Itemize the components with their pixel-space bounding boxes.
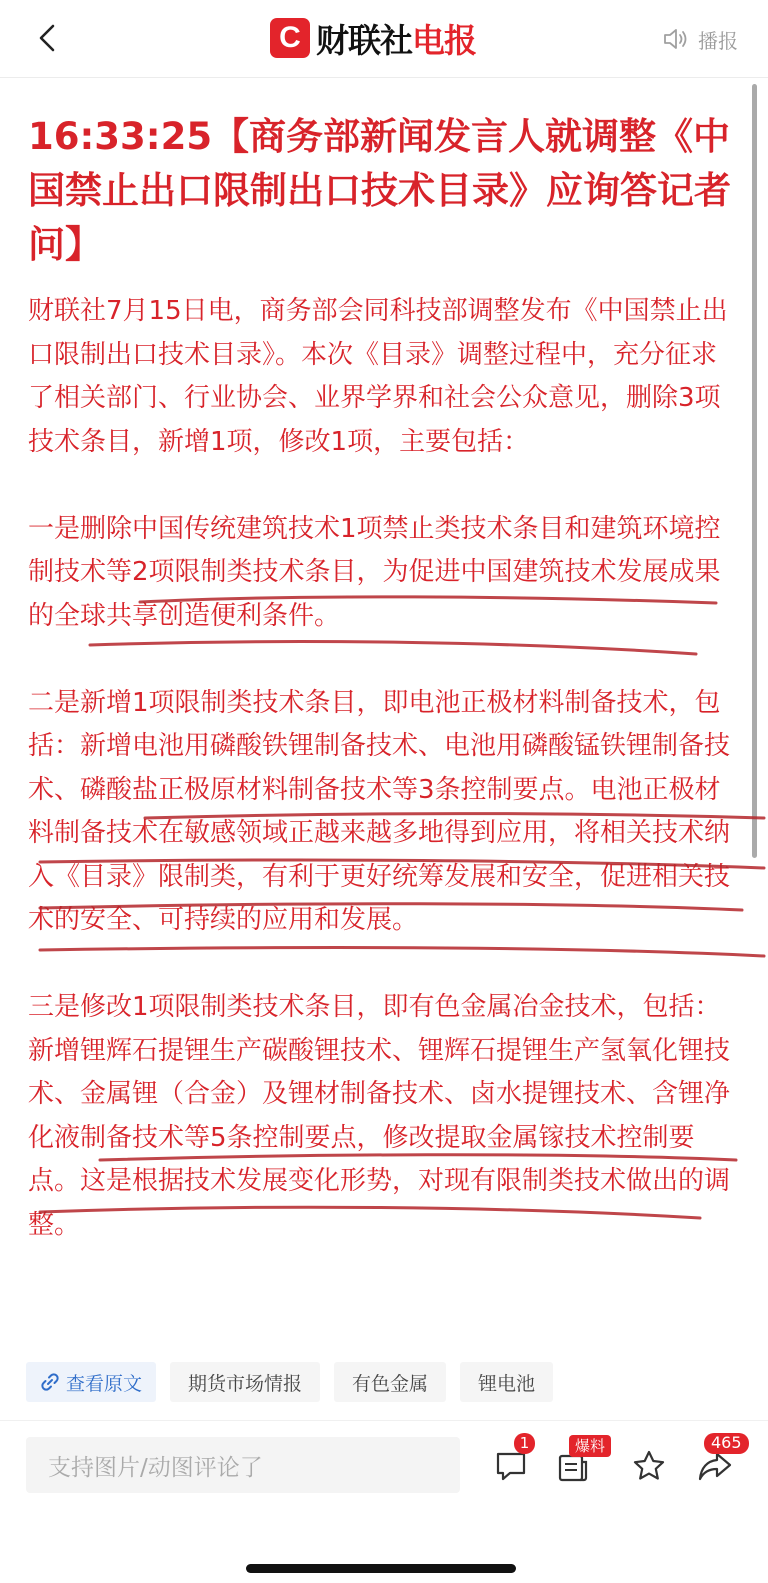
broadcast-label: 播报 (698, 28, 738, 53)
speaker-icon (662, 27, 690, 51)
link-icon (40, 1372, 60, 1392)
back-chevron-icon (38, 23, 56, 53)
tag-lithium-battery[interactable]: 锂电池 (460, 1362, 553, 1402)
share-count-badge: 465 (704, 1433, 749, 1454)
comment-placeholder: 支持图片/动图评论了 (48, 1454, 263, 1481)
comment-count-badge: 1 (514, 1433, 535, 1454)
report-badge: 爆料 (569, 1435, 611, 1457)
view-original-label: 查看原文 (66, 1372, 143, 1395)
back-button[interactable] (30, 20, 64, 56)
scrollbar[interactable] (752, 84, 757, 858)
logo-mark (270, 18, 310, 58)
view-original-link[interactable] (26, 1362, 156, 1402)
article-paragraph: 一是删除中国传统建筑技术1项禁止类技术条目和建筑环境控制技术等2项限制类技术条目，为促进中国建筑技术发展成果的全球共享创造便利条件。 (28, 513, 721, 631)
article-body (28, 110, 736, 1247)
home-indicator[interactable] (246, 1564, 516, 1573)
broadcast-button[interactable] (662, 24, 738, 54)
article-paragraph: 三是修改1项限制类技术条目，即有色金属冶金技术，包括：新增锂辉石提锂生产碳酸锂技术、锂辉石提锂生产氢氧化锂技术、金属锂（合金）及锂材制备技术、卤水提锂技术、含锂净化液制备技术等5条控制要点，修改提取金属镓技术控制要点。这是根据技术发展变化形势，对现有限制类技术做出的调整。 (28, 992, 731, 1240)
tag-futures-market[interactable]: 期货市场情报 (170, 1362, 320, 1402)
bottom-action-bar (0, 1420, 768, 1583)
article-paragraph: 财联社7月15日电，商务部会同科技部调整发布《中国禁止出口限制出口技术目录》。本次《目录》调整过程中，充分征求了相关部门、行业协会、业界学界和社会公众意见，删除3项技术条目，新增1项，修改1项，主要包括： (28, 296, 728, 457)
star-icon (631, 1448, 667, 1484)
article-headline: 16:33:25【商务部新闻发言人就调整《中国禁止出口限制出口技术目录》应询答记者问】 (28, 115, 731, 266)
logo-mark-letter: C (279, 21, 301, 54)
comment-input[interactable] (26, 1437, 460, 1493)
tag-nonferrous-metals[interactable]: 有色金属 (334, 1362, 446, 1402)
logo-text-highlight: 电报 (412, 20, 476, 60)
logo-text-main: 财联社 (316, 20, 412, 60)
favorite-button[interactable] (628, 1445, 670, 1487)
tag-row (26, 1362, 567, 1402)
top-nav-bar (0, 0, 768, 78)
article-paragraph: 二是新增1项限制类技术条目，即电池正极材料制备技术，包括：新增电池用磷酸铁锂制备技术、电池用磷酸锰铁锂制备技术、磷酸盐正极原材料制备技术等3条控制要点。电池正极材料制备技术在敏感领域正越来越多地得到应用，将相关技术纳入《目录》限制类，有利于更好统筹发展和安全，促进相关技术的安全、可持续的应用和发展。 (28, 687, 731, 935)
app-logo (270, 16, 476, 60)
